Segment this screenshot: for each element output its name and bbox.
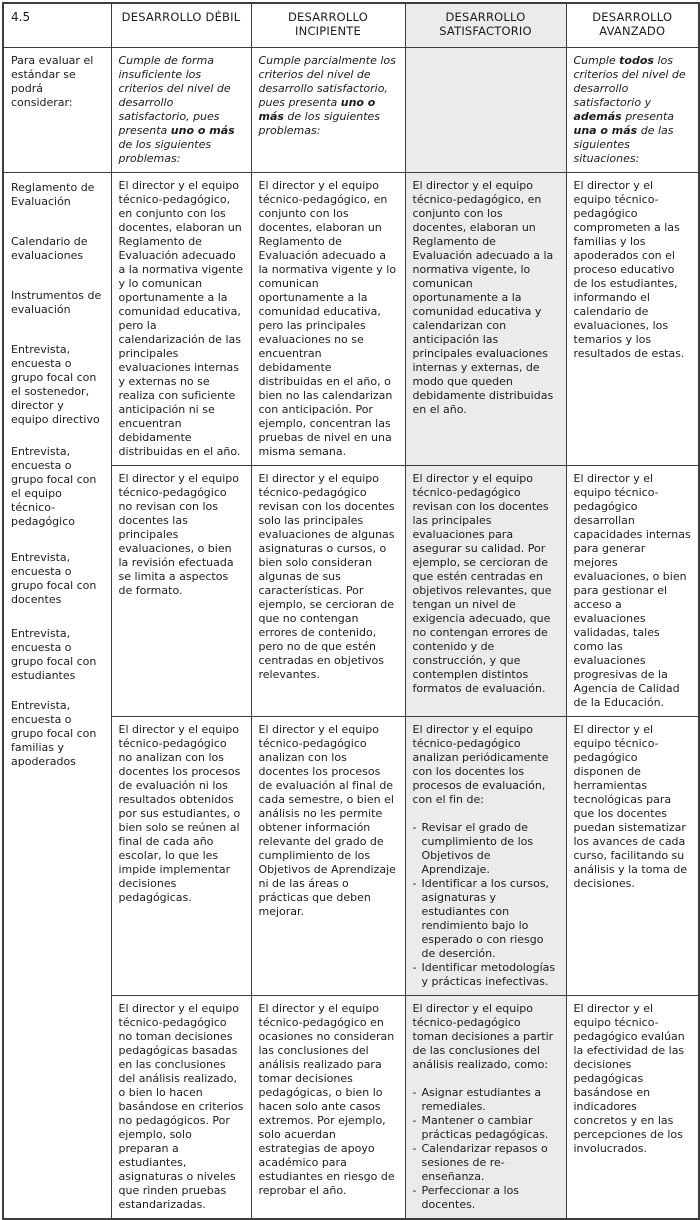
cell-row4-satisfactorio-intro: El director y el equipo técnico-pedagógico toman decisiones a partir de las conclusiones del análisis realizado, como:: [412, 1001, 554, 1071]
bullet-item: - Asignar estudiantes a remediales.: [413, 1086, 559, 1114]
cell-row4-debil: El director y el equipo técnico-pedagógico no toman decisiones pedagógicas basadas en las conclusiones del análisis realizado, o bien lo hacen basándose en criterios no pedagógicos. Por ejemplo, solo preparan a estudiantes, asignaturas o niveles que rinden pruebas estandarizadas.: [111, 995, 251, 1219]
cell-row3-satisfactorio-bullets: [413, 821, 559, 989]
header-row: [3, 3, 699, 47]
standard-number: 4.5: [3, 3, 111, 47]
cell-row4-incipiente: El director y el equipo técnico-pedagógico en ocasiones no consideran las conclusiones del análisis realizado para tomar decisiones pedagógicas, o bien lo hacen solo ante casos extremos. Por ejemplo, solo acuerdan estrategias de apoyo académico para estudiantes en riesgo de reprobar el año.: [251, 995, 405, 1219]
bullet-item: - Calendarizar repasos o sesiones de re-enseñanza.: [413, 1142, 559, 1184]
cell-row3-satisfactorio: [405, 716, 566, 995]
cell-row4-satisfactorio: [405, 995, 566, 1219]
bullet-item: - Revisar el grado de cumplimiento de los Objetivos de Aprendizaje.: [413, 821, 559, 877]
criteria-item: Instrumentos de evaluación: [11, 288, 102, 316]
cell-row2-incipiente: El director y el equipo técnico-pedagógico revisan con los docentes solo las principales evaluaciones de algunas asignaturas o cursos, o bien solo consideran algunas de sus características. Por ejemplo, se cercioran de que no contengan errores de contenido, pero no de que estén centradas en objetivos relevantes.: [251, 465, 405, 716]
intro-satisfactorio-cell-empty: [405, 47, 566, 172]
cell-row3-incipiente: El director y el equipo técnico-pedagógico analizan con los docentes los procesos de evaluación al final de cada semestre, o bien el análisis no les permite obtener información relevante del grado de cumplimiento de los Objetivos de Aprendizaje ni de las áreas o prácticas que deben mejorar.: [251, 716, 405, 995]
intro-debil-cell: Cumple de forma insuficiente los criterios del nivel de desarrollo satisfactorio, pues presenta uno o más de los siguientes problemas:: [111, 47, 251, 172]
bullet-item: - Mantener o cambiar prácticas pedagógicas.: [413, 1114, 559, 1142]
criteria-item: Entrevista, encuesta o grupo focal con estudiantes: [11, 626, 97, 682]
cell-row2-satisfactorio: El director y el equipo técnico-pedagógico revisan con los docentes las principales evaluaciones para asegurar su calidad. Por ejemplo, se cercioran de que estén centradas en objetivos relevantes, que tengan un nivel de exigencia adecuado, que no contengan errores de contenido y de construcción, y que contemplen distintos formatos de evaluación.: [405, 465, 566, 716]
cell-row4-avanzado: El director y el equipo técnico-pedagógico evalúan la efectividad de las decisiones pedagógicas basándose en indicadores concretos y en las percepciones de los involucrados.: [566, 995, 699, 1219]
rubric-row-reglamento: [3, 172, 699, 465]
criteria-item: Entrevista, encuesta o grupo focal con docentes: [11, 550, 97, 606]
standard-4-5-rubric-table: [2, 2, 700, 1220]
intro-criteria-cell: Para evaluar el estándar se podrá considerar:: [3, 47, 111, 172]
cell-row1-avanzado: El director y el equipo técnico-pedagógico comprometen a las familias y los apoderados con el proceso educativo de los estudiantes, informando el calendario de evaluaciones, los temarios y los resultados de estas.: [566, 172, 699, 465]
cell-row1-debil: El director y el equipo técnico-pedagógico, en conjunto con los docentes, elaboran un Reglamento de Evaluación adecuado a la normativa vigente y lo comunican oportunamente a la comunidad educativa, pero la calendarización de las principales evaluaciones internas y externas no se realiza con suficiente anticipación ni se encuentran debidamente distribuidas en el año.: [111, 172, 251, 465]
cell-row3-debil: El director y el equipo técnico-pedagógico no analizan con los docentes los procesos de evaluación ni los resultados obtenidos por sus estudiantes, o bien solo se reúnen al final de cada año escolar, lo que les impide implementar decisiones pedagógicas.: [111, 716, 251, 995]
intro-avanzado-cell: Cumple todos los criterios del nivel de desarrollo satisfactorio y además presenta una o más de las siguientes situaciones:: [566, 47, 699, 172]
col-header-desarrollo-debil: DESARROLLO DÉBIL: [111, 3, 251, 47]
col-header-desarrollo-incipiente: DESARROLLO INCIPIENTE: [251, 3, 405, 47]
bullet-item: - Perfeccionar a los docentes.: [413, 1184, 559, 1212]
criteria-item: Calendario de evaluaciones: [11, 234, 88, 262]
criteria-item: Entrevista, encuesta o grupo focal con el sostenedor, director y equipo directivo: [11, 342, 100, 426]
level-descriptor-row: [3, 47, 699, 172]
cell-row2-debil: El director y el equipo técnico-pedagógico no revisan con los docentes las principales evaluaciones, o bien la revisión efectuada se limita a aspectos de formato.: [111, 465, 251, 716]
cell-row3-satisfactorio-intro: El director y el equipo técnico-pedagógico analizan periódicamente con los docentes los procesos de evaluación, con el fin de:: [412, 722, 549, 806]
cell-row2-avanzado: El director y el equipo técnico-pedagógico desarrollan capacidades internas para generar mejores evaluaciones, o bien para gestionar el acceso a evaluaciones validadas, tales como las evaluaciones progresivas de la Agencia de Calidad de la Educación.: [566, 465, 699, 716]
cell-row4-satisfactorio-bullets: [413, 1086, 559, 1212]
col-header-desarrollo-satisfactorio: DESARROLLO SATISFACTORIO: [405, 3, 566, 47]
bullet-item: - Identificar metodologías y prácticas inefectivas.: [413, 961, 559, 989]
cell-row3-avanzado: El director y el equipo técnico-pedagógico disponen de herramientas tecnológicas para que los docentes puedan sistematizar los avances de cada curso, facilitando su análisis y la toma de decisiones.: [566, 716, 699, 995]
criteria-item: Entrevista, encuesta o grupo focal con familias y apoderados: [11, 698, 97, 768]
criteria-column-cell: [3, 172, 111, 1219]
cell-row1-satisfactorio: El director y el equipo técnico-pedagógico, en conjunto con los docentes, elaboran un Reglamento de Evaluación adecuado a la normativa vigente, lo comunican oportunamente a la comunidad educativa y calendarizan con anticipación las principales evaluaciones internas y externas, de modo que queden debidamente distribuidas en el año.: [405, 172, 566, 465]
bullet-item: - Identificar a los cursos, asignaturas y estudiantes con rendimiento bajo lo esperado o con riesgo de deserción.: [413, 877, 559, 961]
cell-row1-incipiente: El director y el equipo técnico-pedagógico, en conjunto con los docentes, elaboran un Reglamento de Evaluación adecuado a la normativa vigente y lo comunican oportunamente a la comunidad educativa, pero las principales evaluaciones no se encuentran debidamente distribuidas en el año, o bien no las calendarizan con anticipación. Por ejemplo, concentran las pruebas de nivel en una misma semana.: [251, 172, 405, 465]
criteria-item: Reglamento de Evaluación: [11, 180, 95, 208]
col-header-desarrollo-avanzado: DESARROLLO AVANZADO: [566, 3, 699, 47]
intro-incipiente-cell: Cumple parcialmente los criterios del nivel de desarrollo satisfactorio, pues presenta uno o más de los siguientes problemas:: [251, 47, 405, 172]
criteria-item: Entrevista, encuesta o grupo focal con el equipo técnico-pedagógico: [11, 444, 97, 528]
